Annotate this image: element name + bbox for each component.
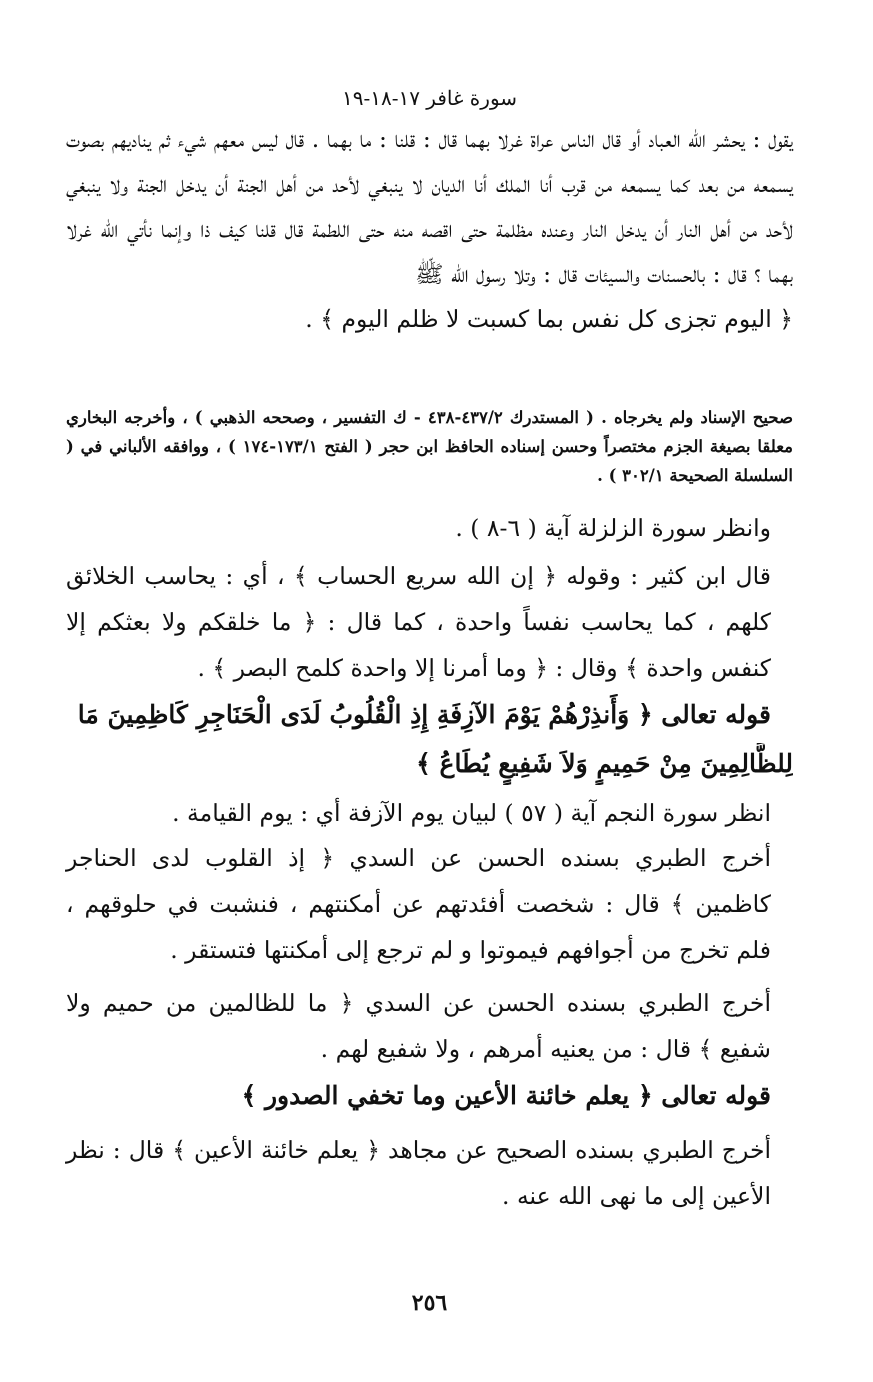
running-header: سورة غافر ١٧-١٨-١٩ <box>341 86 518 110</box>
mujahid-paragraph: أخرج الطبري بسنده الصحيح عن مجاهد ﴿ يعلم خائنة الأعين ﴾ قال : نظر الأعين إلى ما نهى الله عنه . <box>66 1136 771 1210</box>
verse-heading-line-2: لِلظَّالِمِينَ مِنْ حَمِيمٍ وَلاَ شَفِيعٍ يُطَاعُ ﴾ <box>416 749 793 778</box>
ibn-kathir-paragraph: قال ابن كثير : وقوله ﴿ إن الله سريع الحساب ﴾ ، أي : يحاسب الخلائق كلهم ، كما يحاسب نفساً واحدة ، كما قال : ﴿ ما خلقكم ولا بعثكم إلا كنفس واحدة ﴾ وقال : ﴿ وما أمرنا إلا واحدة كلمح البصر ﴾ . <box>66 562 771 682</box>
hadith-text: يقول : يحشر الله العباد أو قال الناس عراة غرلا بهما قال : قلنا : ما بهما . قال ليس معهم شيء ثم يناديهم بصوت يسمعه من بعد كما يسمعه من قرب أنا الملك أنا الديان لا ينبغي لأحد من أهل الجنة أن يدخل الجنة ولا ينبغي لأحد من أهل النار أن يدخل النار وعنده مظلمة حتى اقصه منه حتى اللطمة قال قلنا كيف ذا وإنما نأتي الله غرلا بهما ؟ قال : بالحسنات والسيئات قال : وتلا رسول الله ﷺ <box>66 125 793 288</box>
tabari-paragraph-2: أخرج الطبري بسنده الحسن عن السدي ﴿ ما للظالمين من حميم ولا شفيع ﴾ قال : من يعنيه أمرهم ، ولا شفيع لهم . <box>66 989 771 1063</box>
tabari-paragraph-1: أخرج الطبري بسنده الحسن عن السدي ﴿ إذ القلوب لدى الحناجر كاظمين ﴾ قال : شخصت أفئدتهم عن أمكنتهم ، فنشبت في حلوقهم ، فلم تخرج من أجوافهم فيموتوا و لم ترجع إلى أمكنتها فتستقر . <box>66 844 771 964</box>
page-number: ٢٥٦ <box>411 1290 448 1316</box>
cross-reference-najm: انظر سورة النجم آية ( ٥٧ ) لبيان يوم الآزفة أي : يوم القيامة . <box>172 799 771 827</box>
hadith-paragraph <box>66 117 793 342</box>
verse-heading-line-1: قوله تعالى ﴿ وَأَنذِرْهُمْ يَوْمَ الآزِفَةِ إِذِ الْقُلُوبُ لَدَى الْحَنَاجِرِ كَاظِمِينَ مَا <box>77 700 771 729</box>
cross-reference-zalzala: وانظر سورة الزلزلة آية ( ٦-٨ ) . <box>455 514 771 542</box>
hadith-verse: ﴿ اليوم تجزى كل نفس بما كسبت لا ظلم اليوم ﴾ . <box>305 305 793 333</box>
verse-heading-2: قوله تعالى ﴿ يعلم خائنة الأعين وما تخفي الصدور ﴾ <box>241 1081 771 1110</box>
book-page <box>66 0 793 1382</box>
footnote-citation: صحيح الإسناد ولم يخرجاه . ( المستدرك ٤٣٧/٢-٤٣٨ - ك التفسير ، وصححه الذهبي ) ، وأخرجه البخاري معلقا بصيغة الجزم مختصراً وحسن إسناده الحافظ ابن حجر ( الفتح ١٧٣/١-١٧٤ ) ، ووافقه الألباني في ( السلسلة الصحيحة ٣٠٢/١ ) . <box>66 408 794 485</box>
